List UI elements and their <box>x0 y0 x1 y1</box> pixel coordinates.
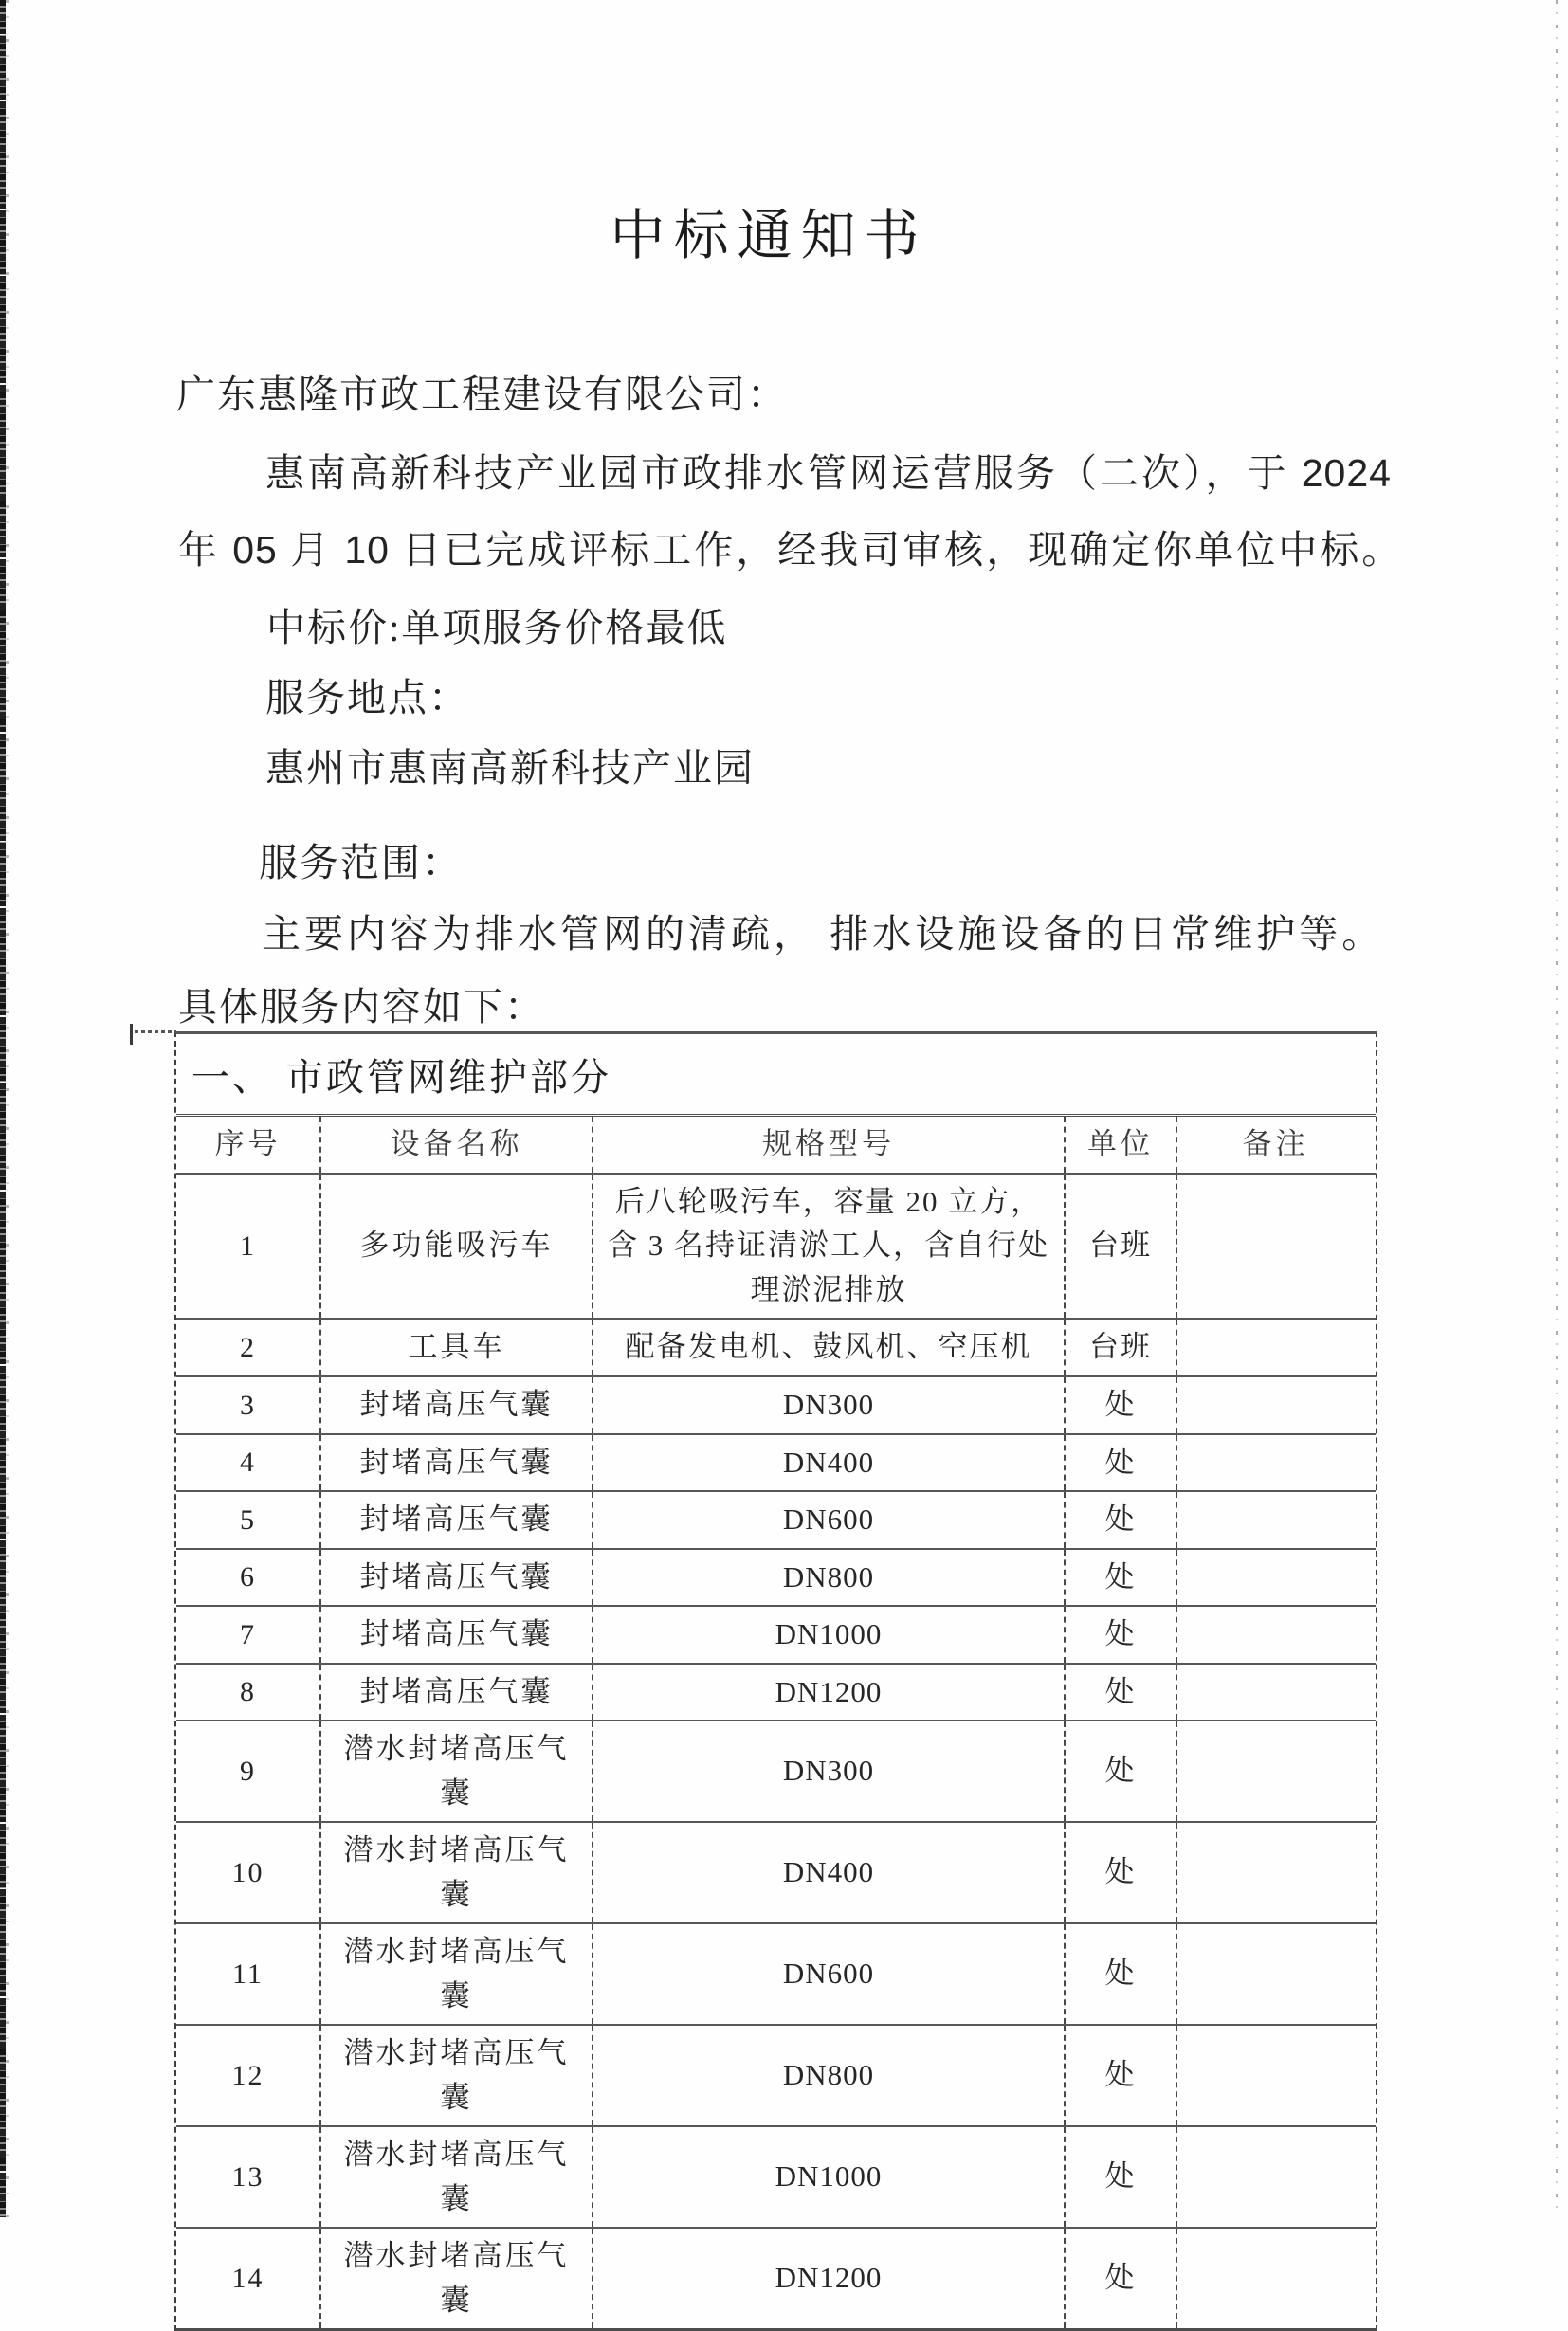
cell-unit: 处 <box>1064 2026 1176 2125</box>
cell-index: 1 <box>240 1229 256 1262</box>
cell-equipment-name: 潜水封堵高压气囊 <box>319 2229 592 2328</box>
cell-unit: 处 <box>1064 2127 1176 2227</box>
cell-equipment-name: 封堵高压气囊 <box>319 1377 592 1433</box>
cell-index: 12 <box>231 2060 264 2091</box>
cell-index: 4 <box>240 1447 256 1479</box>
cell-index: 3 <box>240 1389 256 1421</box>
cell-unit: 处 <box>1064 1607 1176 1663</box>
cell-unit: 台班 <box>1064 1320 1176 1375</box>
table-row <box>176 2125 1376 2227</box>
date-seg: 月 <box>277 528 345 572</box>
service-scope-description: 主要内容为排水管网的清疏， 排水设施设备的日常维护等。 <box>262 912 1385 956</box>
cell-remarks <box>1176 1823 1374 1922</box>
cell-remarks <box>1176 1607 1374 1663</box>
cell-remarks <box>1176 1320 1374 1375</box>
table-row <box>176 2227 1376 2328</box>
cell-remarks <box>1176 1377 1374 1433</box>
cell-remarks <box>1176 1924 1374 2024</box>
cell-index: 5 <box>240 1503 256 1536</box>
cell-spec-model: DN400 <box>592 1435 1064 1491</box>
table-row <box>176 1821 1376 1922</box>
table-row <box>176 1433 1376 1491</box>
cell-remarks <box>1176 1550 1374 1606</box>
details-intro-line: 具体服务内容如下： <box>178 985 545 1029</box>
cell-unit: 处 <box>1064 2229 1176 2328</box>
column-header-equipment-name: 设备名称 <box>319 1117 592 1173</box>
table-body <box>176 1173 1376 2329</box>
scan-artifact-corner-tick <box>130 1024 133 1045</box>
table-row <box>176 1605 1376 1663</box>
cell-remarks <box>1176 2026 1374 2125</box>
cell-unit: 处 <box>1064 1377 1176 1433</box>
table-row <box>176 1375 1376 1433</box>
cell-index: 11 <box>232 1958 264 1990</box>
cell-remarks <box>1176 2229 1374 2328</box>
cell-equipment-name: 潜水封堵高压气囊 <box>319 2127 592 2227</box>
cell-index: 2 <box>240 1332 256 1363</box>
cell-equipment-name: 潜水封堵高压气囊 <box>319 1823 592 1922</box>
cell-unit: 台班 <box>1064 1175 1176 1319</box>
cell-spec-model: DN800 <box>592 2026 1064 2125</box>
cell-spec-model: 后八轮吸污车，容量 20 立方，含 3 名持证清淤工人，含自行处理淤泥排放 <box>592 1175 1064 1319</box>
cell-spec-model: DN400 <box>592 1823 1064 1922</box>
cell-index: 14 <box>231 2263 264 2294</box>
cell-unit: 处 <box>1064 1550 1176 1606</box>
column-header-remarks: 备注 <box>1176 1117 1374 1173</box>
cell-index: 10 <box>231 1857 264 1888</box>
cell-spec-model: DN1000 <box>592 2127 1064 2227</box>
project-year: 2024 <box>1301 451 1392 495</box>
cell-equipment-name: 潜水封堵高压气囊 <box>319 1721 592 1821</box>
date-seg: 日已完成评标工作，经我司审核，现确定你单位中标。 <box>389 528 1404 572</box>
project-line <box>265 452 1392 495</box>
cell-unit: 处 <box>1064 1823 1176 1922</box>
cell-remarks <box>1176 1175 1374 1319</box>
cell-index: 13 <box>231 2161 264 2193</box>
table-row <box>176 1922 1376 2024</box>
addressee-line <box>176 373 788 416</box>
cell-index: 6 <box>240 1561 256 1593</box>
column-header-index: 序号 <box>214 1127 282 1160</box>
date-day-num: 10 <box>344 528 390 572</box>
cell-unit: 处 <box>1064 1665 1176 1721</box>
cell-spec-model: DN600 <box>592 1924 1064 2024</box>
table-row <box>176 1173 1376 1319</box>
date-seg: 年 <box>178 528 233 572</box>
service-scope-label: 服务范围： <box>259 841 463 884</box>
cell-equipment-name: 封堵高压气囊 <box>319 1607 592 1663</box>
table-row <box>176 1720 1376 1821</box>
cell-index: 8 <box>240 1676 256 1708</box>
scan-artifact-right-edge <box>1556 0 1558 2217</box>
cell-remarks <box>1176 1665 1374 1721</box>
scan-artifact-left-edge <box>0 0 6 2217</box>
date-month-num: 05 <box>232 528 278 572</box>
cell-remarks <box>1176 1435 1374 1491</box>
cell-spec-model: 配备发电机、鼓风机、空压机 <box>592 1320 1064 1375</box>
equipment-table <box>174 1031 1377 2331</box>
table-row <box>176 1490 1376 1548</box>
table-row <box>176 1548 1376 1606</box>
cell-index: 9 <box>240 1756 256 1787</box>
cell-spec-model: DN600 <box>592 1492 1064 1548</box>
table-row <box>176 2024 1376 2125</box>
cell-spec-model: DN300 <box>592 1377 1064 1433</box>
cell-equipment-name: 封堵高压气囊 <box>319 1492 592 1548</box>
cell-spec-model: DN1200 <box>592 1665 1064 1721</box>
cell-equipment-name: 工具车 <box>319 1320 592 1375</box>
date-line <box>178 529 1403 572</box>
bid-price-line: 中标价:单项服务价格最低 <box>266 606 728 649</box>
scan-artifact-table-lead <box>135 1030 176 1033</box>
cell-equipment-name: 封堵高压气囊 <box>319 1435 592 1491</box>
addressee-text: 广东惠隆市政工程建设有限公司： <box>176 373 788 416</box>
page-title: 中标通知书 <box>610 205 928 266</box>
table-row <box>176 1318 1376 1375</box>
cell-spec-model: DN300 <box>592 1721 1064 1821</box>
table-header-row <box>176 1114 1376 1173</box>
column-header-spec-model: 规格型号 <box>592 1117 1064 1173</box>
column-header-unit: 单位 <box>1064 1117 1176 1173</box>
cell-unit: 处 <box>1064 1492 1176 1548</box>
table-row <box>176 1663 1376 1721</box>
cell-unit: 处 <box>1064 1924 1176 2024</box>
table-section-title: 一、 市政管网维护部分 <box>191 1055 611 1099</box>
cell-equipment-name: 潜水封堵高压气囊 <box>319 2026 592 2125</box>
cell-equipment-name: 潜水封堵高压气囊 <box>319 1924 592 2024</box>
cell-equipment-name: 封堵高压气囊 <box>319 1550 592 1606</box>
service-location-label: 服务地点： <box>265 676 469 719</box>
cell-equipment-name: 多功能吸污车 <box>319 1175 592 1319</box>
cell-remarks <box>1176 1492 1374 1548</box>
cell-equipment-name: 封堵高压气囊 <box>319 1665 592 1721</box>
cell-unit: 处 <box>1064 1435 1176 1491</box>
cell-remarks <box>1176 2127 1374 2227</box>
cell-spec-model: DN1000 <box>592 1607 1064 1663</box>
service-location-value: 惠州市惠南高新科技产业园 <box>265 746 755 790</box>
cell-remarks <box>1176 1721 1374 1821</box>
cell-spec-model: DN1200 <box>592 2229 1064 2328</box>
project-text: 惠南高新科技产业园市政排水管网运营服务（二次），于 <box>265 451 1302 495</box>
cell-spec-model: DN800 <box>592 1550 1064 1606</box>
cell-unit: 处 <box>1064 1721 1176 1821</box>
cell-index: 7 <box>240 1618 256 1650</box>
